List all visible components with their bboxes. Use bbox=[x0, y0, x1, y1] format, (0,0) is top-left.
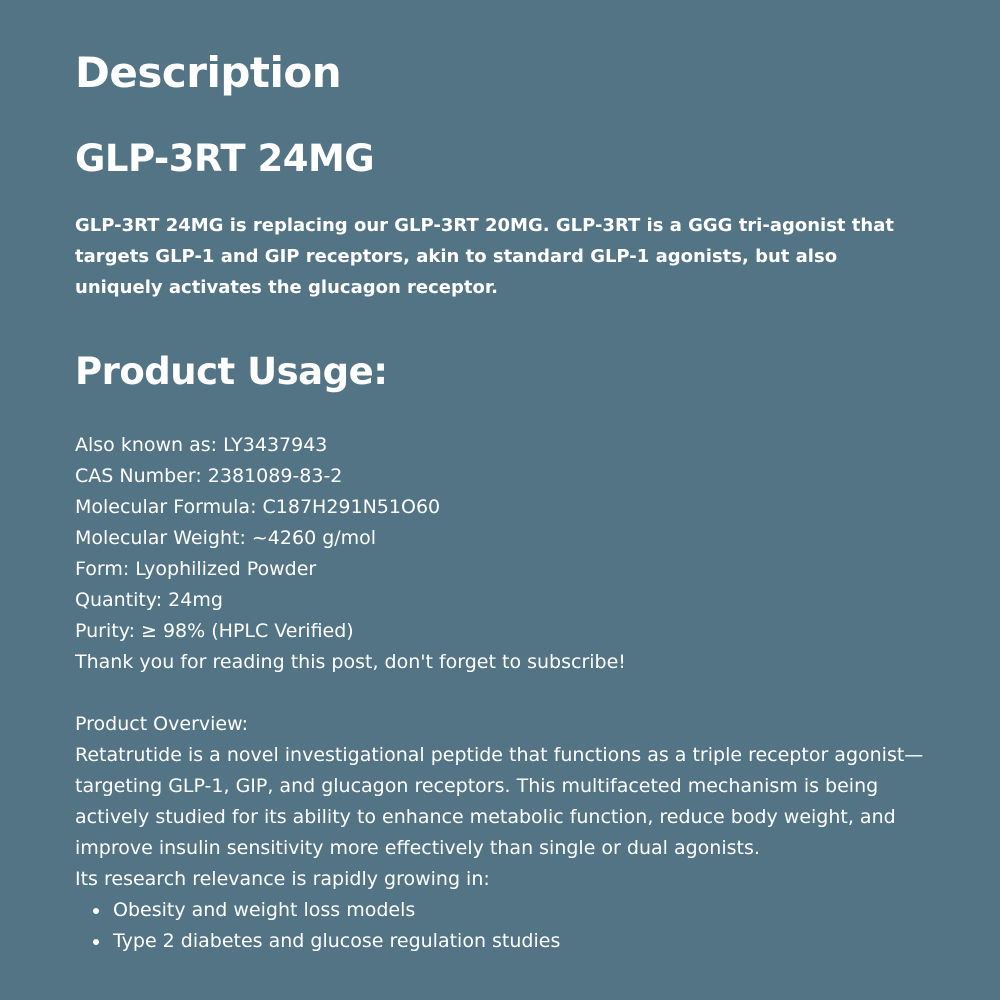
spec-formula: Molecular Formula: C187H291N51O60 bbox=[75, 496, 441, 518]
bullet-icon bbox=[93, 939, 99, 945]
spec-aka: Also known as: LY3437943 bbox=[75, 434, 328, 456]
spec-purity: Purity: ≥ 98% (HPLC Verified) bbox=[75, 620, 354, 642]
subscribe-note: Thank you for reading this post, don't forget to subscribe! bbox=[75, 651, 626, 673]
relevance-list bbox=[75, 895, 945, 957]
spec-form: Form: Lyophilized Powder bbox=[75, 558, 317, 580]
page-heading: Description bbox=[75, 48, 342, 97]
overview-label: Product Overview: bbox=[75, 713, 248, 735]
usage-body bbox=[75, 430, 945, 957]
product-title: GLP-3RT 24MG bbox=[75, 137, 375, 180]
bullet-icon bbox=[93, 908, 99, 914]
list-item-text: Type 2 diabetes and glucose regulation studies bbox=[113, 930, 561, 952]
spec-weight: Molecular Weight: ~4260 g/mol bbox=[75, 527, 377, 549]
overview-paragraph: Retatrutide is a novel investigational peptide that functions as a triple receptor agonist—targeting GLP-1, GIP, and glucagon receptors. This multifaceted mechanism is being actively studied for its ability to enhance metabolic function, reduce body weight, and improve insulin sensitivity more effectively than single or dual agonists. bbox=[75, 744, 924, 859]
spacer bbox=[75, 678, 945, 709]
list-item bbox=[113, 895, 945, 926]
intro-paragraph: GLP-3RT 24MG is replacing our GLP-3RT 20MG. GLP-3RT is a GGG tri-agonist that targets GLP-1 and GIP receptors, akin to standard GLP-1 agonists, but also uniquely activates the glucagon receptor. bbox=[75, 215, 894, 298]
spec-cas: CAS Number: 2381089-83-2 bbox=[75, 465, 343, 487]
spec-quantity: Quantity: 24mg bbox=[75, 589, 223, 611]
list-item bbox=[113, 926, 945, 957]
usage-heading: Product Usage: bbox=[75, 350, 388, 393]
list-item-text: Obesity and weight loss models bbox=[113, 899, 416, 921]
relevance-intro: Its research relevance is rapidly growing in: bbox=[75, 868, 490, 890]
